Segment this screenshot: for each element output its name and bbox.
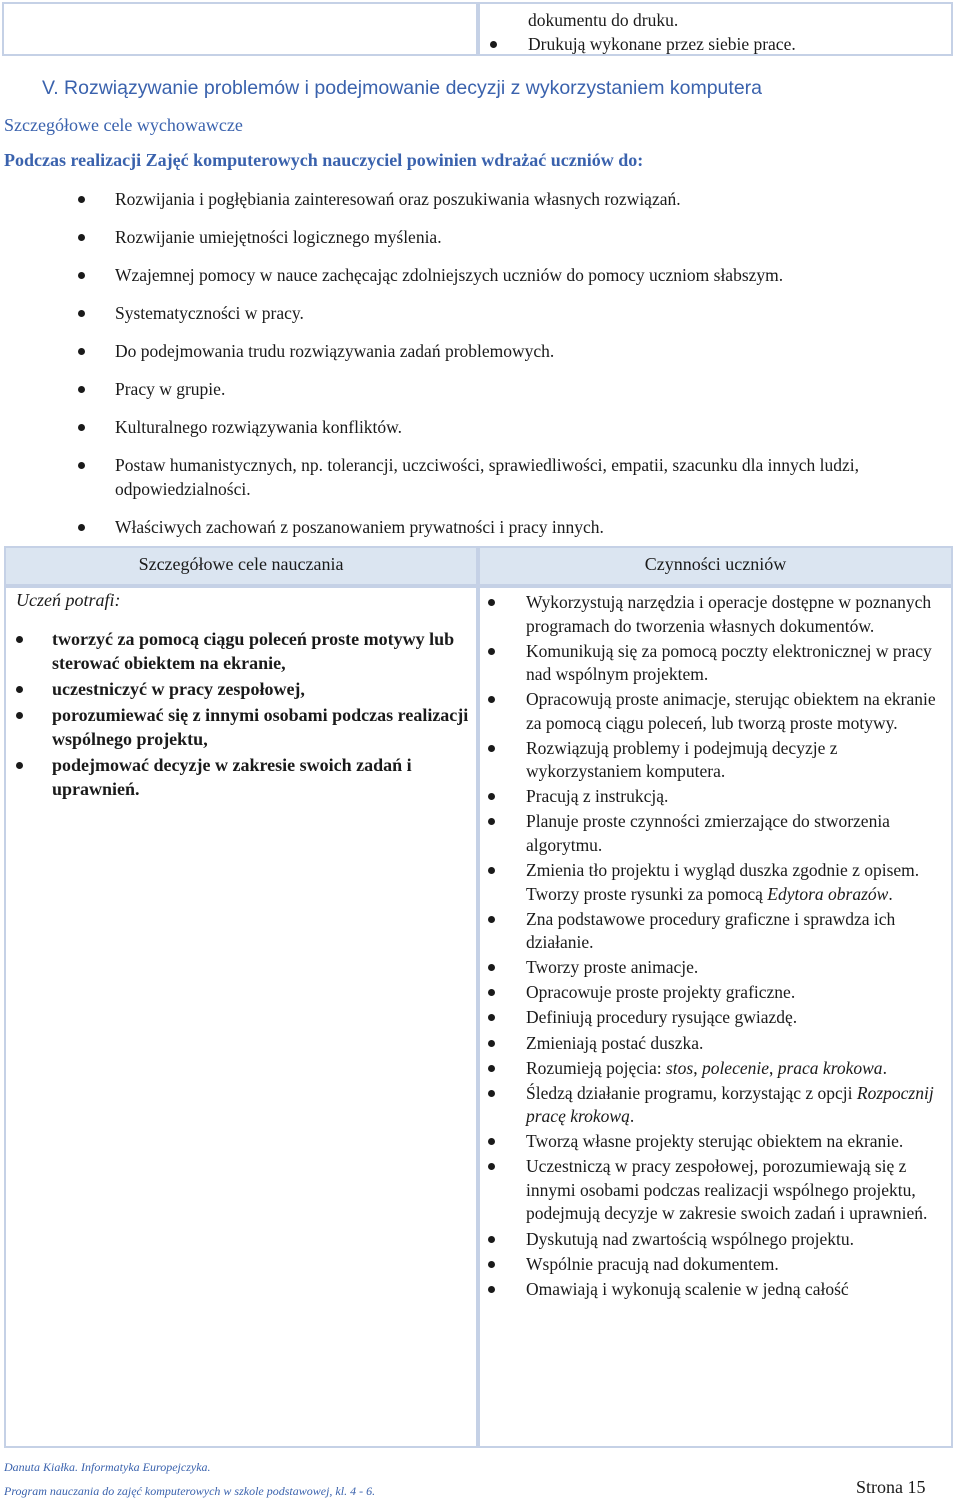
skill-item xyxy=(52,677,472,701)
activity-item xyxy=(526,908,941,955)
bullet-icon xyxy=(78,348,85,355)
goal-text: Wzajemnej pomocy w nauce zachęcając zdolniejszych uczniów do pomocy uczniom słabszym. xyxy=(115,265,784,285)
activity-item xyxy=(526,688,941,735)
goal-text: Kulturalnego rozwiązywania konfliktów. xyxy=(115,417,403,437)
activity-item xyxy=(526,981,941,1005)
table-header-label: Szczegółowe cele nauczania xyxy=(138,554,344,574)
activity-item xyxy=(526,810,941,857)
activity-text: Zna podstawowe procedury graficzne i sprawdza ich działanie. xyxy=(526,908,896,953)
skill-text: porozumiewać się z innymi osobami podczas realizacji wspólnego projektu, xyxy=(52,705,469,749)
activity-item xyxy=(526,737,941,784)
activity-item xyxy=(526,1155,941,1226)
list-item-text: dokumentu do druku. xyxy=(528,10,679,30)
goal-text: Rozwijania i pogłębiania zainteresowań oraz poszukiwania własnych rozwiązań. xyxy=(115,189,681,209)
skill-item xyxy=(52,627,472,675)
skill-text: podejmować decyzje w zakresie swoich zadań i uprawnień. xyxy=(52,755,412,799)
bullet-icon xyxy=(16,636,23,643)
activity-text: Dyskutują nad zwartością wspólnego projektu. xyxy=(526,1228,855,1249)
activity-text: Śledzą działanie programu, korzystając z opcji xyxy=(526,1082,857,1103)
continued-table-left-cell xyxy=(2,2,478,56)
activity-item xyxy=(526,591,941,638)
goal-item xyxy=(115,187,955,211)
bullet-icon xyxy=(78,234,85,241)
activity-item xyxy=(526,785,941,809)
bullet-icon xyxy=(488,1090,495,1097)
activity-item xyxy=(526,1082,941,1129)
footer-program: Program nauczania do zajęć komputerowych w szkole podstawowej, kl. 4 - 6. xyxy=(4,1484,376,1498)
activity-text: Tworzy proste animacje. xyxy=(526,957,699,978)
activity-text: Zmieniają postać duszka. xyxy=(526,1032,704,1053)
activity-tail: . xyxy=(629,1106,635,1127)
goal-item xyxy=(115,415,955,439)
activity-text: Omawiają i wykonują scalenie w jedną całość xyxy=(526,1278,849,1299)
bullet-icon xyxy=(78,424,85,431)
activity-text: Opracowują proste animacje, sterując obiektem na ekranie za pomocą ciągu poleceń, lub tworzą proste motywy. xyxy=(526,689,936,733)
section-heading: V. Rozwiązywanie problemów i podejmowanie decyzji z wykorzystaniem komputera xyxy=(42,77,763,99)
bullet-icon xyxy=(488,599,495,606)
bullet-icon xyxy=(16,762,23,769)
skill-item xyxy=(52,703,472,751)
bullet-icon xyxy=(78,524,85,531)
goal-text: Do podejmowania trudu rozwiązywania zadań problemowych. xyxy=(115,341,555,361)
activity-item xyxy=(526,1253,941,1277)
activity-emphasis: Rozpocznij pracę krokową xyxy=(526,1082,934,1127)
activity-text: Tworzą własne projekty sterując obiektem na ekranie. xyxy=(526,1131,904,1152)
goal-text: Pracy w grupie. xyxy=(115,379,226,399)
activity-text: Wspólnie pracują nad dokumentem. xyxy=(526,1253,779,1274)
section-intro: Podczas realizacji Zajęć komputerowych nauczyciel powinien wdrażać uczniów do: xyxy=(4,150,644,170)
list-item-text: Drukują wykonane przez siebie prace. xyxy=(528,34,796,54)
activity-item xyxy=(526,859,941,906)
bullet-icon xyxy=(488,1040,495,1047)
goal-item xyxy=(115,301,955,325)
skill-text: tworzyć za pomocą ciągu poleceń proste motywy lub sterować obiektem na ekranie, xyxy=(52,629,455,673)
activity-text: Zmienia tło projektu i wygląd duszka zgodnie z opisem. Tworzy proste rysunki za pomocą xyxy=(526,860,920,904)
activity-text: Planuje proste czynności zmierzające do stworzenia algorytmu. xyxy=(526,811,890,855)
bullet-icon xyxy=(488,648,495,655)
goal-text: Rozwijanie umiejętności logicznego myślenia. xyxy=(115,227,442,247)
bullet-icon xyxy=(78,386,85,393)
activities-list xyxy=(526,591,941,1303)
activity-emphasis: praca krokowa xyxy=(777,1057,883,1078)
activity-separator: , xyxy=(768,1057,778,1078)
goal-item xyxy=(115,339,955,363)
goal-item xyxy=(115,225,955,249)
activity-item xyxy=(526,1032,941,1056)
bullet-icon xyxy=(78,272,85,279)
goal-text: Postaw humanistycznych, np. tolerancji, uczciwości, sprawiedliwości, empatii, szacunku dla innych ludzi, odpowiedzialności. xyxy=(115,455,860,499)
bullet-icon xyxy=(78,310,85,317)
page-number: Strona 15 xyxy=(856,1477,926,1497)
goal-item xyxy=(115,515,955,539)
activity-separator: , xyxy=(693,1057,702,1078)
bullet-icon xyxy=(488,1236,495,1243)
bullet-icon xyxy=(78,196,85,203)
activity-text: Pracują z instrukcją. xyxy=(526,786,669,807)
goal-item xyxy=(115,377,955,401)
bullet-icon xyxy=(78,462,85,469)
table-header-goals xyxy=(4,546,478,586)
activity-text: Komunikują się za pomocą poczty elektronicznej w pracy nad wspólnym projektem. xyxy=(526,640,932,685)
activity-item xyxy=(526,1057,941,1081)
activity-emphasis: Edytora obrazów xyxy=(767,883,889,904)
section-subtitle: Szczegółowe cele wychowawcze xyxy=(4,115,243,135)
activity-item xyxy=(526,956,941,980)
goals-list xyxy=(115,187,955,553)
goal-item xyxy=(115,263,955,287)
activity-text: Definiują procedury rysujące gwiazdę. xyxy=(526,1007,798,1028)
bullet-icon xyxy=(488,1286,495,1293)
footer-author: Danuta Kiałka. Informatyka Europejczyka. xyxy=(4,1460,211,1474)
goal-item xyxy=(115,453,955,501)
bullet-icon xyxy=(488,867,495,874)
activity-text: Uczestniczą w pracy zespołowej, porozumiewają się z innymi osobami podczas realizacji wspólnego projektu, podejmują decyzje w zakresie swoich zadań i uprawnień. xyxy=(526,1156,928,1224)
skills-list xyxy=(52,627,472,803)
table-header-label: Czynności uczniów xyxy=(644,554,787,574)
activity-item xyxy=(526,1006,941,1030)
goal-text: Systematyczności w pracy. xyxy=(115,303,304,323)
bullet-icon xyxy=(488,745,495,752)
goal-text: Właściwych zachowań z poszanowaniem prywatności i pracy innych. xyxy=(115,517,604,537)
activity-emphasis: polecenie xyxy=(701,1057,769,1078)
activity-emphasis: stos xyxy=(665,1057,694,1078)
activity-item xyxy=(526,1278,941,1302)
activity-text: Wykorzystują narzędzia i operacje dostępne w poznanych programach do tworzenia własnych dokumentów. xyxy=(526,592,932,636)
activity-text: Rozwiązują problemy i podejmują decyzje z wykorzystaniem komputera. xyxy=(526,737,838,782)
table-header-activities xyxy=(478,546,953,586)
continued-table xyxy=(2,2,953,56)
bullet-icon xyxy=(16,712,23,719)
activity-tail: . xyxy=(882,1057,887,1078)
list-item xyxy=(480,32,951,56)
bullet-icon xyxy=(16,686,23,693)
bullet-icon xyxy=(488,1065,495,1072)
activity-text: Opracowuje proste projekty graficzne. xyxy=(526,982,796,1003)
activity-item xyxy=(526,640,941,687)
list-item xyxy=(480,8,951,32)
activity-tail: . xyxy=(888,883,893,904)
continued-table-right-cell xyxy=(478,2,953,56)
skill-item xyxy=(52,753,472,801)
bullet-icon xyxy=(488,1261,495,1268)
activity-text: Rozumieją pojęcia: xyxy=(526,1057,666,1078)
bullet-icon xyxy=(488,916,495,923)
skill-text: uczestniczyć w pracy zespołowej, xyxy=(52,679,305,699)
bullet-icon xyxy=(490,41,497,48)
student-label: Uczeń potrafi: xyxy=(16,590,121,610)
activity-item xyxy=(526,1130,941,1154)
activity-item xyxy=(526,1228,941,1252)
